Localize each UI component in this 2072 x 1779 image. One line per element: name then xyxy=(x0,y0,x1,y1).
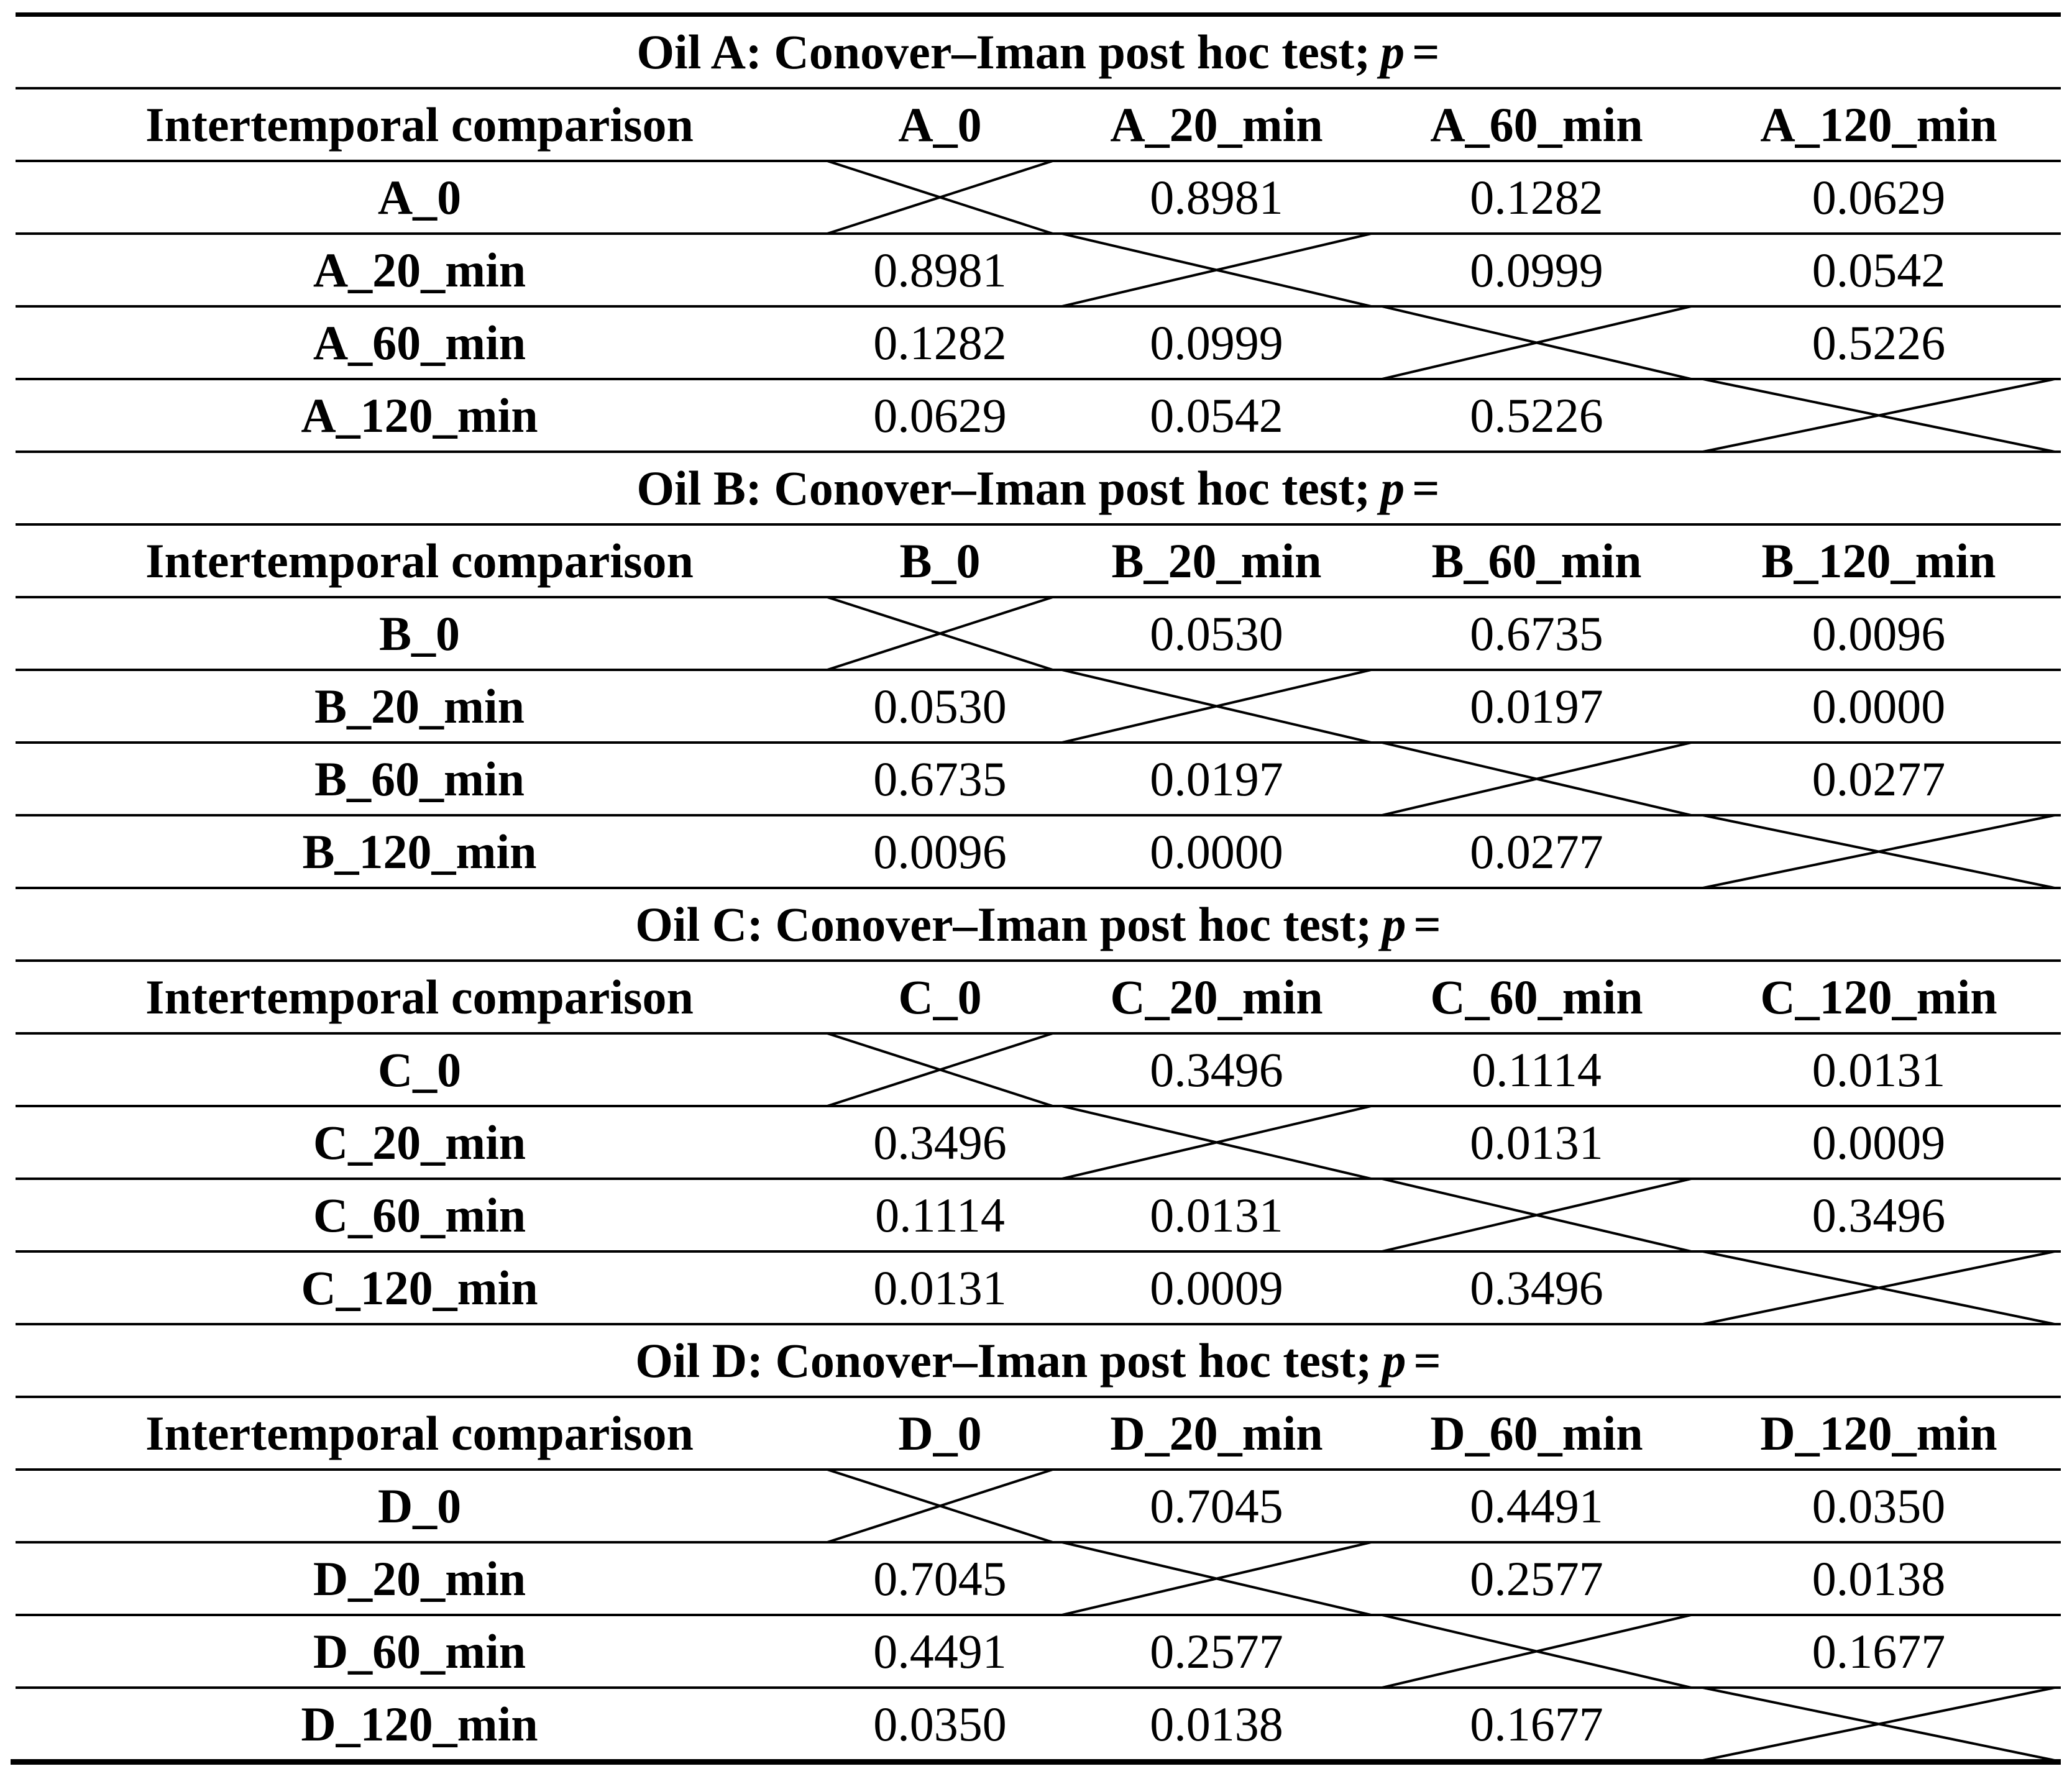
cross-mark-icon xyxy=(1057,1105,1377,1180)
row-label: D_120_min xyxy=(301,1696,538,1751)
column-header: D_120_min xyxy=(1760,1406,1997,1460)
block-title-text: Oil D: Conover–Iman post hoc test; xyxy=(635,1333,1372,1388)
p-value-cell: 0.0000 xyxy=(1812,679,1946,733)
column-header: C_60_min xyxy=(1430,969,1643,1024)
row-label: D_0 xyxy=(377,1478,462,1533)
p-symbol: p xyxy=(1380,460,1405,515)
table-row xyxy=(16,744,2061,816)
corner-header: Intertemporal comparison xyxy=(145,533,694,588)
column-header: C_0 xyxy=(898,969,982,1024)
diagonal-crossed-cell xyxy=(823,1471,1057,1541)
table-body xyxy=(16,162,2061,453)
diagonal-crossed-cell xyxy=(1377,1616,1697,1686)
diagonal-crossed-cell xyxy=(1057,235,1377,305)
column-header-row xyxy=(16,526,2061,598)
diagonal-crossed-cell xyxy=(1697,380,2061,450)
row-label: A_120_min xyxy=(301,388,538,442)
row-label: C_20_min xyxy=(313,1115,526,1169)
table-row xyxy=(16,1035,2061,1107)
cross-mark-icon xyxy=(1377,741,1697,816)
p-value-cell: 0.0542 xyxy=(1812,242,1946,297)
equals-sign: = xyxy=(1412,24,1440,79)
column-header-row xyxy=(16,1398,2061,1471)
column-header: B_20_min xyxy=(1111,533,1322,588)
cross-mark-icon xyxy=(823,596,1057,671)
column-header: B_0 xyxy=(899,533,981,588)
p-value-cell: 0.0138 xyxy=(1150,1696,1283,1751)
diagonal-crossed-cell xyxy=(1057,1543,1377,1614)
cross-mark-icon xyxy=(823,1032,1057,1107)
row-label: D_20_min xyxy=(313,1551,526,1606)
row-label: B_0 xyxy=(378,606,461,661)
table-row xyxy=(16,1689,2061,1759)
oil-block xyxy=(16,17,2061,453)
diagonal-crossed-cell xyxy=(823,162,1057,232)
p-value-cell: 0.2577 xyxy=(1150,1624,1283,1678)
column-header-row xyxy=(16,962,2061,1035)
table-body xyxy=(16,1471,2061,1759)
p-value-cell: 0.3496 xyxy=(1812,1187,1946,1242)
p-value-cell: 0.3496 xyxy=(1150,1042,1283,1097)
p-value-cell: 0.3496 xyxy=(873,1115,1007,1169)
column-header: C_120_min xyxy=(1760,969,1997,1024)
p-value-cell: 0.0277 xyxy=(1470,824,1603,879)
p-value-cell: 0.1114 xyxy=(875,1187,1005,1242)
table-row xyxy=(16,816,2061,889)
column-header: B_120_min xyxy=(1761,533,1996,588)
cross-mark-icon xyxy=(1057,232,1377,308)
column-header: D_0 xyxy=(898,1406,982,1460)
block-title-text: Oil C: Conover–Iman post hoc test; xyxy=(635,897,1372,951)
corner-header: Intertemporal comparison xyxy=(145,1406,694,1460)
cross-mark-icon xyxy=(1697,1686,2061,1762)
p-value-cell: 0.0197 xyxy=(1470,679,1603,733)
p-value-cell: 0.0009 xyxy=(1812,1115,1946,1169)
cross-mark-icon xyxy=(1377,1614,1697,1689)
p-symbol: p xyxy=(1382,897,1406,951)
p-value-cell: 0.0096 xyxy=(1812,606,1946,661)
row-label: C_60_min xyxy=(313,1187,526,1242)
table-row xyxy=(16,308,2061,380)
table-top-rule xyxy=(16,12,2061,17)
column-header: D_20_min xyxy=(1110,1406,1323,1460)
column-header: A_60_min xyxy=(1430,97,1643,152)
cross-mark-icon xyxy=(823,160,1057,235)
p-value-cell: 0.1677 xyxy=(1812,1624,1946,1678)
cross-mark-icon xyxy=(1057,1541,1377,1616)
p-symbol: p xyxy=(1382,1333,1406,1388)
p-value-cell: 0.0131 xyxy=(1150,1187,1283,1242)
row-label: A_20_min xyxy=(313,242,526,297)
column-header: C_20_min xyxy=(1110,969,1323,1024)
cross-mark-icon xyxy=(1697,814,2061,889)
diagonal-crossed-cell xyxy=(823,598,1057,669)
p-value-cell: 0.0530 xyxy=(1150,606,1283,661)
row-label: D_60_min xyxy=(313,1624,526,1678)
table-row xyxy=(16,671,2061,744)
p-value-cell: 0.0096 xyxy=(873,824,1007,879)
p-value-cell: 0.0350 xyxy=(1812,1478,1946,1533)
block-title-text: Oil A: Conover–Iman post hoc test; xyxy=(636,24,1371,79)
p-value-cell: 0.0350 xyxy=(873,1696,1007,1751)
row-label: C_0 xyxy=(377,1042,462,1097)
diagonal-crossed-cell xyxy=(1377,744,1697,814)
diagonal-crossed-cell xyxy=(1697,1689,2061,1759)
row-label: A_60_min xyxy=(313,315,526,370)
row-label: A_0 xyxy=(377,170,462,224)
block-title xyxy=(16,889,2061,962)
p-value-cell: 0.0629 xyxy=(1812,170,1946,224)
p-value-cell: 0.0542 xyxy=(1150,388,1283,442)
p-value-cell: 0.0530 xyxy=(873,679,1007,733)
table-row xyxy=(16,1471,2061,1543)
p-value-cell: 0.1114 xyxy=(1472,1042,1602,1097)
p-value-cell: 0.4491 xyxy=(1470,1478,1603,1533)
p-value-cell: 0.7045 xyxy=(1150,1478,1283,1533)
p-value-cell: 0.1282 xyxy=(873,315,1007,370)
diagonal-crossed-cell xyxy=(1377,308,1697,378)
p-value-cell: 0.4491 xyxy=(873,1624,1007,1678)
diagonal-crossed-cell xyxy=(1697,816,2061,887)
p-value-cell: 0.6735 xyxy=(1470,606,1603,661)
p-value-cell: 0.5226 xyxy=(1812,315,1946,370)
diagonal-crossed-cell xyxy=(1057,1107,1377,1178)
p-value-cell: 0.5226 xyxy=(1470,388,1603,442)
table-row xyxy=(16,1253,2061,1325)
diagonal-crossed-cell xyxy=(1057,671,1377,741)
table-body xyxy=(16,1035,2061,1325)
p-value-cell: 0.0131 xyxy=(1470,1115,1603,1169)
table-body xyxy=(16,598,2061,889)
row-label: B_20_min xyxy=(314,679,525,733)
p-value-cell: 0.1677 xyxy=(1470,1696,1603,1751)
p-value-cell: 0.0629 xyxy=(873,388,1007,442)
p-value-cell: 0.1282 xyxy=(1470,170,1603,224)
equals-sign: = xyxy=(1413,897,1441,951)
p-value-cell: 0.6735 xyxy=(873,751,1007,806)
column-header: D_60_min xyxy=(1430,1406,1643,1460)
column-header: A_120_min xyxy=(1760,97,1997,152)
table-row xyxy=(16,380,2061,453)
p-value-cell: 0.0138 xyxy=(1812,1551,1946,1606)
block-title-text: Oil B: Conover–Iman post hoc test; xyxy=(636,460,1371,515)
equals-sign: = xyxy=(1413,1333,1441,1388)
table-row xyxy=(16,1616,2061,1689)
oil-block xyxy=(16,1325,2061,1759)
p-value-cell: 0.8981 xyxy=(1150,170,1283,224)
p-value-cell: 0.0000 xyxy=(1150,824,1283,879)
p-value-cell: 0.0277 xyxy=(1812,751,1946,806)
row-label: B_120_min xyxy=(302,824,537,879)
corner-header: Intertemporal comparison xyxy=(145,969,694,1024)
equals-sign: = xyxy=(1412,460,1440,515)
p-value-cell: 0.0999 xyxy=(1150,315,1283,370)
row-label: C_120_min xyxy=(301,1260,538,1315)
column-header: A_0 xyxy=(898,97,982,152)
cross-mark-icon xyxy=(1697,1250,2061,1325)
p-value-cell: 0.0131 xyxy=(1812,1042,1946,1097)
diagonal-crossed-cell xyxy=(1377,1180,1697,1250)
cross-mark-icon xyxy=(1057,669,1377,744)
oil-block xyxy=(16,453,2061,889)
column-header: A_20_min xyxy=(1110,97,1323,152)
column-header-row xyxy=(16,89,2061,162)
p-value-cell: 0.3496 xyxy=(1470,1260,1603,1315)
p-value-cell: 0.2577 xyxy=(1470,1551,1603,1606)
p-value-cell: 0.7045 xyxy=(873,1551,1007,1606)
p-symbol: p xyxy=(1380,24,1405,79)
table-row xyxy=(16,235,2061,308)
cross-mark-icon xyxy=(1377,305,1697,380)
oil-block xyxy=(16,889,2061,1325)
cross-mark-icon xyxy=(1697,378,2061,453)
table-row xyxy=(16,1543,2061,1616)
corner-header: Intertemporal comparison xyxy=(145,97,694,152)
column-header: B_60_min xyxy=(1431,533,1642,588)
table-row xyxy=(16,1180,2061,1253)
block-title xyxy=(16,17,2061,89)
conover-iman-results-table xyxy=(16,12,2061,1759)
p-value-cell: 0.8981 xyxy=(873,242,1007,297)
cross-mark-icon xyxy=(823,1468,1057,1543)
table-bottom-rule xyxy=(11,1759,2061,1765)
p-value-cell: 0.0197 xyxy=(1150,751,1283,806)
diagonal-crossed-cell xyxy=(1697,1253,2061,1323)
table-row xyxy=(16,1107,2061,1180)
oil-blocks xyxy=(16,17,2061,1759)
cross-mark-icon xyxy=(1377,1178,1697,1253)
p-value-cell: 0.0131 xyxy=(873,1260,1007,1315)
p-value-cell: 0.0999 xyxy=(1470,242,1603,297)
row-label: B_60_min xyxy=(314,751,525,806)
block-title xyxy=(16,453,2061,526)
table-row xyxy=(16,598,2061,671)
diagonal-crossed-cell xyxy=(823,1035,1057,1105)
block-title xyxy=(16,1325,2061,1398)
table-row xyxy=(16,162,2061,235)
p-value-cell: 0.0009 xyxy=(1150,1260,1283,1315)
